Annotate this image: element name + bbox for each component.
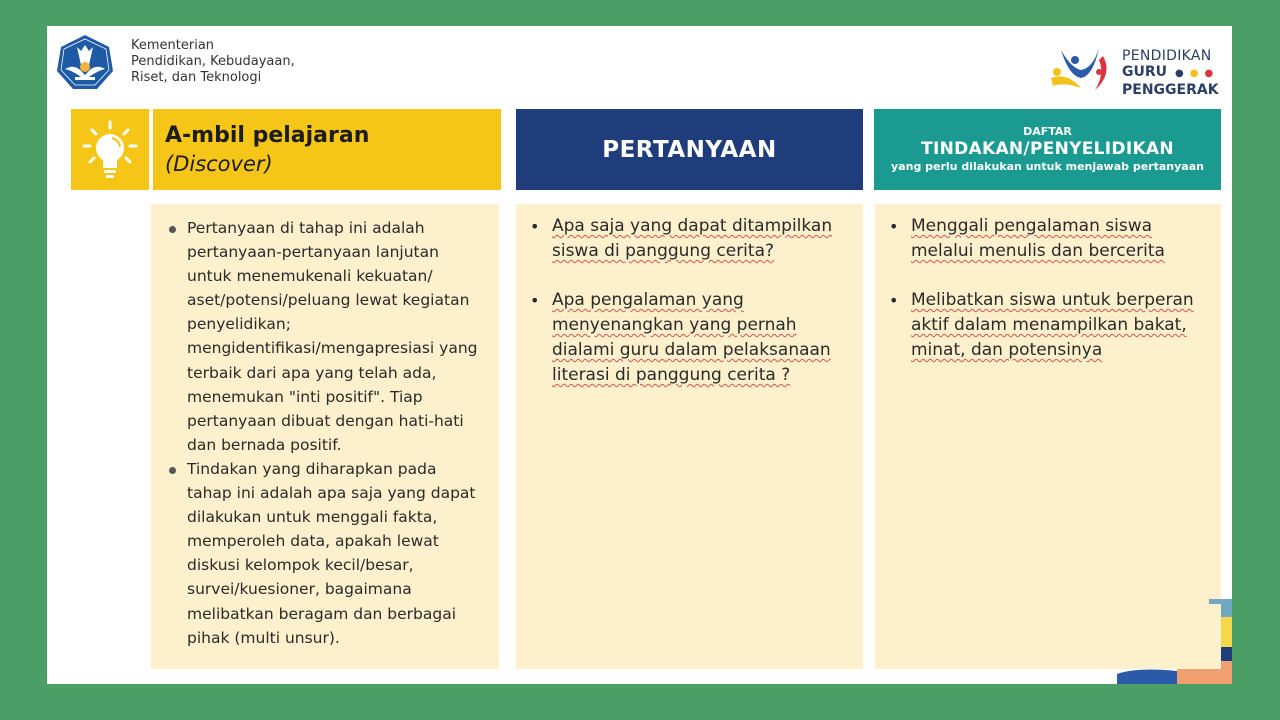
ministry-name	[131, 38, 295, 86]
discover-icon-box	[71, 109, 149, 190]
actions-list	[887, 214, 1207, 363]
program-line-2: GURU	[1122, 64, 1168, 80]
list-item: Tindakan yang diharapkan pada tahap ini adalah apa saja yang dapat dilakukan untuk menggali fakta, memperoleh data, apakah lewat diskusi kelompok kecil/besar, survei/kuesioner, bagaimana melibatkan beragam dan berbagai pihak (multi unsur).	[169, 457, 485, 650]
questions-header	[516, 109, 863, 190]
actions-subtitle: yang perlu dilakukan untuk menjawab pertanyaan	[891, 160, 1204, 173]
slide	[47, 26, 1232, 684]
list-item: • Menggali pengalaman siswa melalui menulis dan bercerita	[887, 214, 1207, 264]
lightbulb-icon	[82, 120, 138, 180]
discover-list	[169, 216, 485, 650]
discover-panel	[151, 204, 499, 669]
ministry-line-2: Pendidikan, Kebudayaan,	[131, 54, 295, 69]
ministry-line-1: Kementerian	[131, 38, 215, 53]
dots-decoration: ●●●	[1175, 68, 1220, 79]
program-line-3: PENGGERAK	[1122, 82, 1219, 98]
program-name	[1122, 48, 1219, 98]
tut-wuri-handayani-logo	[55, 33, 115, 93]
discover-title: A-mbil pelajaran	[165, 122, 370, 148]
actions-title: TINDAKAN/PENYELIDIKAN	[921, 139, 1174, 159]
list-item: • Apa saja yang dapat ditampilkan siswa di panggung cerita?	[528, 214, 849, 264]
questions-list	[528, 214, 849, 388]
ministry-line-3: Riset, dan Teknologi	[131, 70, 262, 85]
discover-subtitle: (Discover)	[165, 151, 273, 176]
actions-header	[874, 109, 1221, 190]
panel-overlay	[875, 604, 1221, 669]
discover-header	[153, 109, 501, 190]
guru-penggerak-logo	[1047, 38, 1115, 98]
actions-pretitle: DAFTAR	[1023, 125, 1072, 138]
questions-title: PERTANYAAN	[602, 136, 777, 163]
questions-panel	[516, 204, 863, 669]
program-line-1: PENDIDIKAN	[1122, 48, 1212, 64]
list-item: Pertanyaan di tahap ini adalah pertanyaan-pertanyaan lanjutan untuk menemukenali kekuatan/ aset/potensi/peluang lewat kegiatan penyelidikan; mengidentifikasi/mengapresiasi yang terbaik dari apa yang telah ada, menemukan "inti positif". Tiap pertanyaan dibuat dengan hati-hati dan bernada positif.	[169, 216, 485, 457]
list-item: • Melibatkan siswa untuk berperan aktif dalam menampilkan bakat, minat, dan potensinya	[887, 288, 1207, 363]
list-item: • Apa pengalaman yang menyenangkan yang pernah dialami guru dalam pelaksanaan literasi di panggung cerita ?	[528, 288, 849, 388]
